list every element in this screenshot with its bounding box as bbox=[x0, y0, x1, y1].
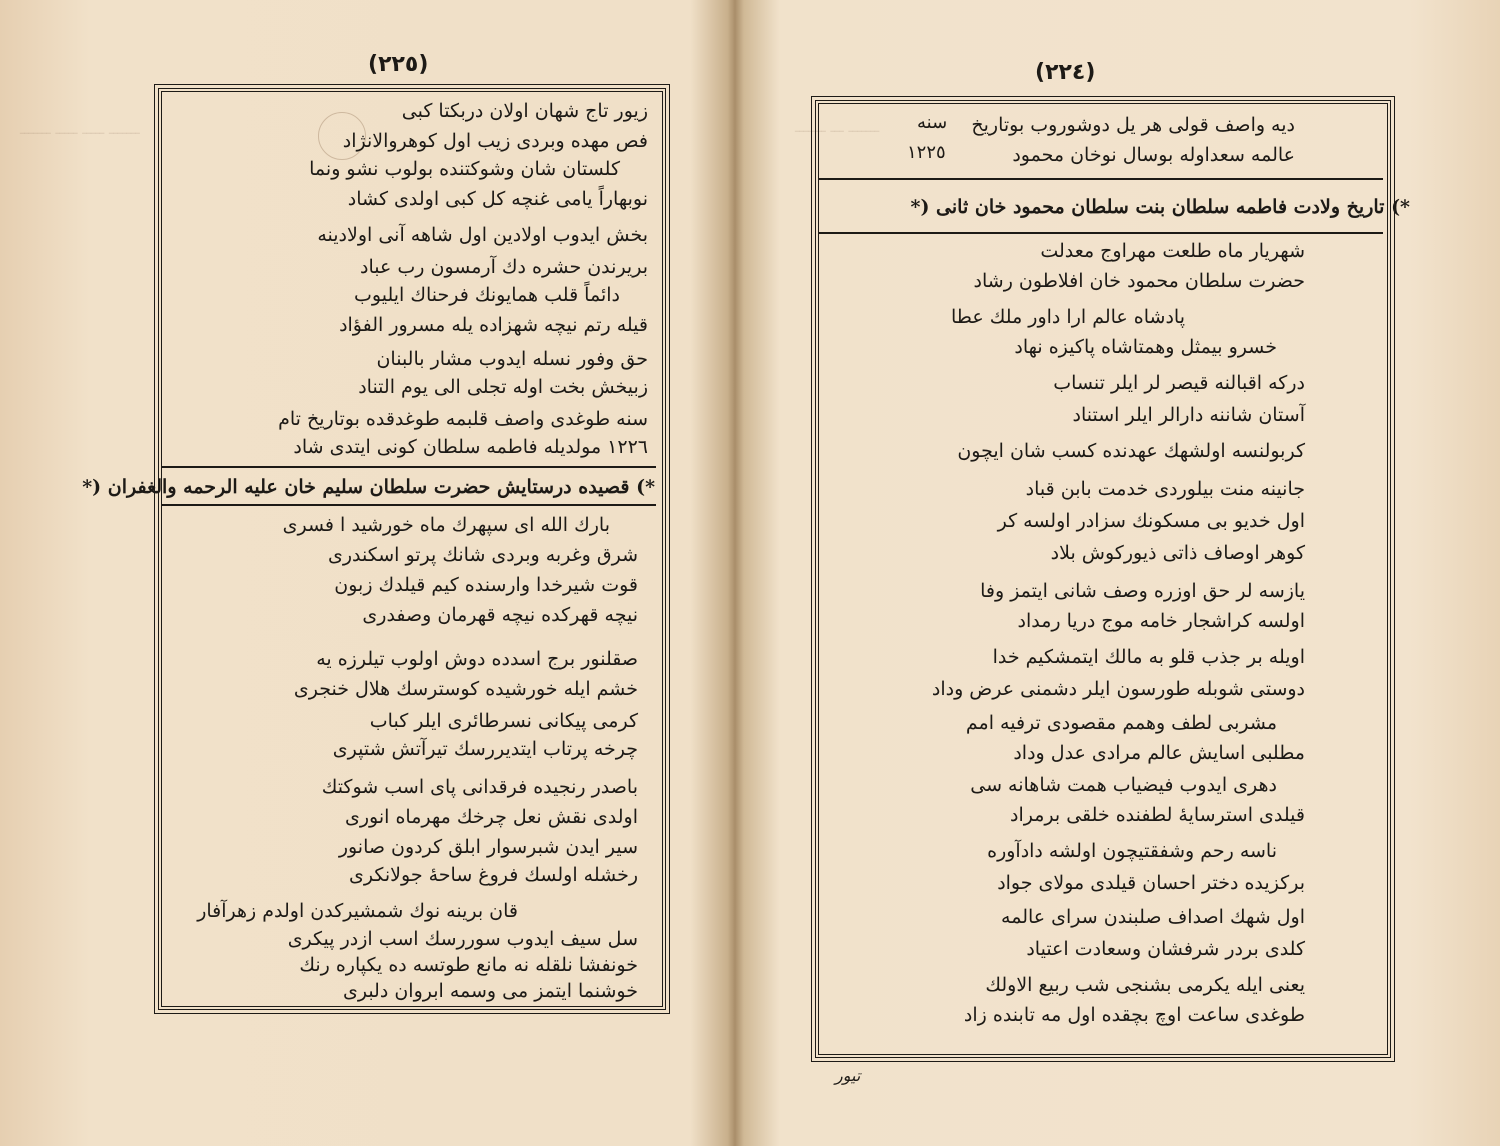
verse-line: حضرت سلطان محمود خان افلاطون رشاد bbox=[973, 270, 1305, 292]
verse-line: ۱۲۲٦ مولدیله فاطمه سلطان کونی ایتدی شاد bbox=[293, 436, 648, 458]
verse-line: چرخه پرتاب ایتدیررسك تیرآتش شتپری bbox=[332, 738, 638, 760]
page-number: (٢٢٥) bbox=[368, 52, 429, 77]
upper-poem bbox=[168, 98, 648, 468]
verse-line: دهری ایدوب فیضیاب همت شاهانه سی bbox=[970, 774, 1277, 796]
verse-line: طوغدی ساعت اوچ بچقده اول مه تابنده زاد bbox=[963, 1004, 1305, 1026]
verse-line: خشم ایله خورشیده کوسترسك هلال خنجری bbox=[293, 678, 638, 700]
verse-line: اولدی نقش نعل چرخك مهرماه انوری bbox=[344, 806, 638, 828]
verse-line: قیلدی استرسایهٔ لطفنده خلقی برمراد bbox=[1009, 804, 1305, 826]
verse-line: خوشنما ایتمز می وسمه ابروان دلبری bbox=[342, 980, 638, 1002]
verse-line: دوستی شوبله طورسون ایلر دشمنی عرض وداد bbox=[931, 678, 1305, 700]
verse-line: بارك الله ای سپهرك ماه خورشید ا فسری bbox=[282, 514, 610, 536]
bleed-through-text: ـــــــ ـــ ـــــــ bbox=[795, 118, 880, 136]
year-value: ۱۲۲٥ bbox=[907, 142, 946, 163]
verse-line: دائماً قلب همایونك فرحناك ایلیوب bbox=[354, 284, 620, 306]
verse-line: نوبهاراً یامی غنچه کل کبی اولدی کشاد bbox=[347, 188, 648, 210]
verse-line: کرمی پیکانی نسرطائری ایلر کباب bbox=[369, 710, 638, 732]
divider-rule bbox=[819, 178, 1383, 180]
verse-line: یازسه لر حق اوزره وصف شانی ایتمز وفا bbox=[980, 580, 1305, 602]
verse-line: اویله بر جذب قلو به مالك ایتمشکیم خدا bbox=[992, 646, 1305, 668]
verse-line: شهریار ماه طلعت مهراوج معدلت bbox=[1040, 240, 1305, 262]
verse-line: قوت شیرخدا وارسنده کیم قیلدك زبون bbox=[334, 574, 638, 596]
verse-line: آستان شاننه دارالر ایلر استناد bbox=[1072, 404, 1305, 426]
section-heading: *) قصیده درستایش حضرت سلطان سلیم خان علیه الرحمه والغفران (* bbox=[82, 476, 655, 498]
verse-line: یعنی ایله یکرمی بشنجی شب ربیع الاولك bbox=[985, 974, 1305, 996]
verse-line: خسرو بیمثل وهمتاشاه پاکیزه نهاد bbox=[1014, 336, 1277, 358]
verse-line: سنه طوغدی واصف قلبمه طوغدقده بوتاریخ تام bbox=[278, 408, 648, 430]
verse-line: ناسه رحم وشفقتیچون اولشه دادآوره bbox=[987, 840, 1277, 862]
verse-line: صقلنور برج اسدده دوش اولوب تیلرزه یه bbox=[316, 648, 638, 670]
verse-line: بریرندن حشره دك آرمسون رب عباد bbox=[360, 256, 648, 278]
year-label: سنه bbox=[917, 112, 948, 133]
verse-line: قان برینه نوك شمشیرکدن اولدم زهرآفار bbox=[197, 900, 518, 922]
verse-line: کربولنسه اولشهك عهدنده کسب شان ایچون bbox=[957, 440, 1305, 462]
poem bbox=[825, 238, 1305, 1038]
divider-rule bbox=[819, 232, 1383, 234]
verse-line: فص مهده وبردی زیب اول کوهروالانژاد bbox=[342, 130, 648, 152]
verse-line: مطلبی اسایش عالم مرادی عدل وداد bbox=[1013, 742, 1305, 764]
top-block bbox=[825, 112, 1295, 172]
verse-line: جانینه منت بیلوردی خدمت بابن قباد bbox=[1025, 478, 1305, 500]
verse-line: کلستان شان وشوکتنده بولوب نشو ونما bbox=[309, 158, 620, 180]
section-heading: *) تاریخ ولادت فاطمه سلطان بنت سلطان محمود خان ثانی (* bbox=[910, 196, 1410, 218]
verse-line: سل سیف ایدوب سوررسك اسب ازدر پیکری bbox=[287, 928, 638, 950]
verse-line: خونفشا نلقله نه مانع طوتسه ده یکپاره رنك bbox=[299, 954, 638, 976]
verse-line: عالمه سعداوله بوسال نوخان محمود bbox=[1012, 144, 1295, 166]
verse-line: کوهر اوصاف ذاتی ذیورکوش بلاد bbox=[1050, 542, 1305, 564]
verse-line: برکزیده دختر احسان قیلدی مولای جواد bbox=[997, 872, 1305, 894]
verse-line: دیه واصف قولی هر یل دوشوروب بوتاریخ bbox=[971, 114, 1295, 136]
verse-line: اولسه کراشجار خامه موج دریا رمداد bbox=[1017, 610, 1305, 632]
verse-line: بخش ایدوب اولادین اول شاهه آنی اولادینه bbox=[317, 224, 648, 246]
page-number: (٢٢٤) bbox=[1035, 60, 1096, 85]
verse-line: زبیخش بخت اوله تجلی الی یوم التناد bbox=[358, 376, 648, 398]
verse-line: اول شهك اصداف صلبندن سرای عالمه bbox=[1001, 906, 1305, 928]
lower-poem bbox=[168, 512, 638, 1002]
bleed-through-text: ـــــــ ـــــ ـــــ ـــــــ bbox=[20, 120, 140, 138]
verse-line: مشربی لطف وهمم مقصودی ترفیه امم bbox=[965, 712, 1277, 734]
verse-line: اول خدیو بی مسکونك سزادر اولسه کر bbox=[997, 510, 1305, 532]
right-page bbox=[735, 0, 1500, 1146]
verse-line: حق وفور نسله ایدوب مشار بالبنان bbox=[376, 348, 648, 370]
left-page bbox=[0, 0, 720, 1146]
verse-line: سیر ایدن شبرسوار ابلق کردون صانور bbox=[338, 836, 638, 858]
verse-line: قیله رتم نیچه شهزاده یله مسرور الفؤاد bbox=[339, 314, 648, 336]
catchword: تيور bbox=[835, 1066, 861, 1085]
verse-line: باصدر رنجیده فرقدانی پای اسب شوکتك bbox=[321, 776, 638, 798]
divider-rule bbox=[162, 466, 656, 468]
verse-line: کلدی بردر شرفشان وسعادت اعتیاد bbox=[1026, 938, 1305, 960]
verse-line: شرق وغربه وبردی شانك پرتو اسکندری bbox=[327, 544, 638, 566]
verse-line: درکه اقبالنه قیصر لر ایلر تنساب bbox=[1053, 372, 1305, 394]
verse-line: زیور تاج شهان اولان دربکتا کبی bbox=[401, 100, 648, 122]
verse-line: پادشاه عالم ارا داور ملك عطا bbox=[951, 306, 1185, 328]
verse-line: نیچه قهرکده نیچه قهرمان وصفدری bbox=[362, 604, 638, 626]
verse-line: رخشله اولسك فروغ ساحهٔ جولانکری bbox=[349, 864, 638, 886]
divider-rule bbox=[162, 504, 656, 506]
